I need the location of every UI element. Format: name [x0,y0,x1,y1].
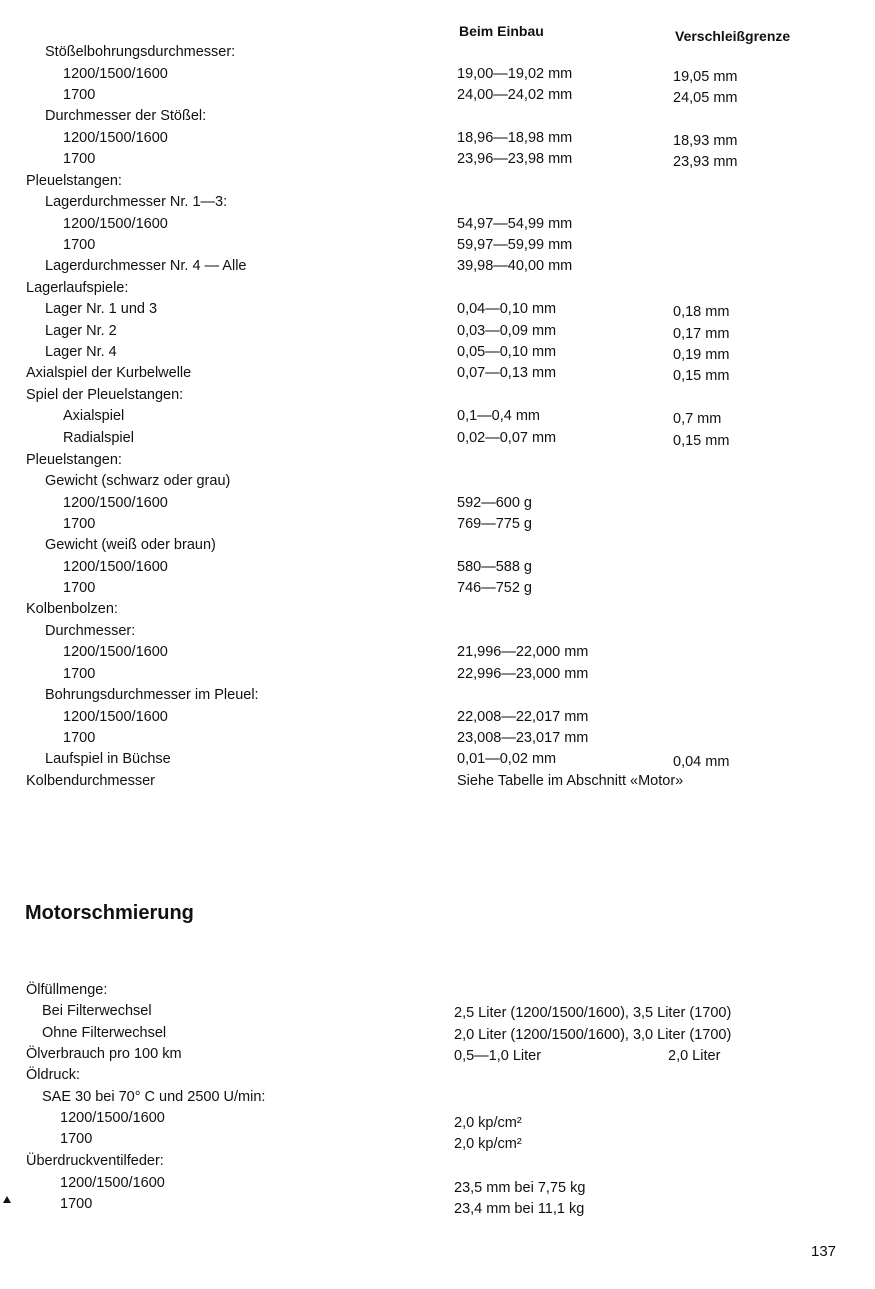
spec-label: Stößelbohrungsdurchmesser: [45,44,236,60]
spec-row [0,108,875,129]
install-value: 19,00—19,02 mm [457,66,573,82]
spec-label: Lager Nr. 2 [45,323,117,339]
spec-label: Lagerdurchmesser Nr. 4 — Alle [45,258,247,274]
install-value: 18,96—18,98 mm [457,130,573,146]
lubrication-label: 1200/1500/1600 [60,1175,165,1191]
lubrication-label: Öldruck: [26,1067,80,1083]
spec-label: 1200/1500/1600 [63,216,168,232]
page-number: 137 [811,1243,837,1260]
install-value: 592—600 g [457,495,532,511]
column-header-wear-limit: Verschleißgrenze [675,28,791,44]
spec-label: Lagerlaufspiele: [26,280,129,296]
spec-row [0,344,875,365]
spec-label: 1200/1500/1600 [63,495,168,511]
wear-limit-value: 24,05 mm [673,90,738,106]
spec-row [0,387,875,408]
lubrication-row [0,1131,875,1152]
spec-label: 1700 [63,666,96,682]
spec-label: Spiel der Pleuelstangen: [26,387,184,403]
spec-label: Kolbendurchmesser [26,773,155,789]
spec-row [0,601,875,622]
spec-row [0,473,875,494]
spec-label: Lagerdurchmesser Nr. 1—3: [45,194,228,210]
lubrication-row [0,1110,875,1131]
spec-label: Pleuelstangen: [26,173,122,189]
spec-row [0,773,875,794]
install-value: 0,07—0,13 mm [457,365,557,381]
lubrication-row [0,1067,875,1088]
install-value: 580—588 g [457,559,532,575]
spec-row [0,87,875,108]
margin-marker-icon [3,1196,11,1203]
lubrication-value: 2,5 Liter (1200/1500/1600), 3,5 Liter (1700) [454,1005,732,1021]
lubrication-value: 2,0 Liter (1200/1500/1600), 3,0 Liter (1700) [454,1027,732,1043]
lubrication-label: Überdruckventilfeder: [26,1153,164,1169]
spec-row [0,666,875,687]
spec-label: Lager Nr. 4 [45,344,117,360]
spec-label: 1200/1500/1600 [63,644,168,660]
spec-label: 1700 [63,151,96,167]
spec-label: Radialspiel [63,430,134,446]
wear-limit-value: 0,15 mm [673,433,730,449]
spec-label: Durchmesser der Stößel: [45,108,207,124]
install-value: 746—752 g [457,580,532,596]
lubrication-label: Ölfüllmenge: [26,982,108,998]
spec-row [0,430,875,451]
spec-label: 1700 [63,237,96,253]
spec-label: 1700 [63,730,96,746]
spec-row [0,623,875,644]
spec-row [0,452,875,473]
spec-row [0,408,875,429]
install-value: Siehe Tabelle im Abschnitt «Motor» [457,773,684,789]
lubrication-value: 2,0 kp/cm² [454,1115,522,1131]
spec-row [0,365,875,386]
spec-row [0,44,875,65]
spec-row [0,173,875,194]
install-value: 59,97—59,99 mm [457,237,573,253]
spec-label: 1700 [63,516,96,532]
install-value: 23,008—23,017 mm [457,730,589,746]
spec-row [0,495,875,516]
spec-row [0,644,875,665]
lubrication-limit-value: 2,0 Liter [668,1048,721,1064]
spec-label: 1200/1500/1600 [63,559,168,575]
spec-label: 1200/1500/1600 [63,66,168,82]
wear-limit-value: 0,18 mm [673,304,730,320]
lubrication-label: SAE 30 bei 70° C und 2500 U/min: [42,1089,266,1105]
lubrication-label: Ölverbrauch pro 100 km [26,1046,182,1062]
spec-label: Gewicht (weiß oder braun) [45,537,216,553]
spec-row [0,66,875,87]
lubrication-row [0,982,875,1003]
wear-limit-value: 0,17 mm [673,326,730,342]
spec-row [0,751,875,772]
section-title: Motorschmierung [25,902,194,924]
wear-limit-value: 0,19 mm [673,347,730,363]
spec-row [0,687,875,708]
install-value: 22,008—22,017 mm [457,709,589,725]
spec-row [0,516,875,537]
spec-label: Kolbenbolzen: [26,601,118,617]
lubrication-row [0,1089,875,1110]
wear-limit-value: 23,93 mm [673,154,738,170]
spec-label: Pleuelstangen: [26,452,122,468]
wear-limit-value: 19,05 mm [673,69,738,85]
lubrication-value: 2,0 kp/cm² [454,1136,522,1152]
install-value: 0,05—0,10 mm [457,344,557,360]
column-header-install: Beim Einbau [459,23,544,39]
lubrication-row [0,1196,875,1217]
lubrication-label: 1700 [60,1196,93,1212]
install-value: 24,00—24,02 mm [457,87,573,103]
spec-label: Bohrungsdurchmesser im Pleuel: [45,687,259,703]
lubrication-row [0,1046,875,1067]
lubrication-label: Ohne Filterwechsel [42,1025,167,1041]
lubrication-row [0,1003,875,1024]
install-value: 0,1—0,4 mm [457,408,540,424]
spec-label: Axialspiel [63,408,125,424]
spec-label: 1200/1500/1600 [63,709,168,725]
lubrication-value: 0,5—1,0 Liter [454,1048,542,1064]
spec-row [0,280,875,301]
spec-label: 1700 [63,580,96,596]
wear-limit-value: 0,04 mm [673,754,730,770]
lubrication-value: 23,5 mm bei 7,75 kg [454,1180,586,1196]
install-value: 21,996—22,000 mm [457,644,589,660]
spec-row [0,237,875,258]
spec-label: 1700 [63,87,96,103]
spec-row [0,216,875,237]
spec-row [0,258,875,279]
spec-row [0,559,875,580]
spec-label: Lager Nr. 1 und 3 [45,301,158,317]
spec-row [0,151,875,172]
spec-label: Laufspiel in Büchse [45,751,171,767]
lubrication-label: Bei Filterwechsel [42,1003,152,1019]
install-value: 23,96—23,98 mm [457,151,573,167]
lubrication-label: 1700 [60,1131,93,1147]
lubrication-row [0,1175,875,1196]
install-value: 0,04—0,10 mm [457,301,557,317]
spec-label: Axialspiel der Kurbelwelle [26,365,192,381]
spec-label: 1200/1500/1600 [63,130,168,146]
spec-label: Durchmesser: [45,623,136,639]
wear-limit-value: 0,15 mm [673,368,730,384]
install-value: 54,97—54,99 mm [457,216,573,232]
spec-row [0,730,875,751]
install-value: 22,996—23,000 mm [457,666,589,682]
wear-limit-value: 18,93 mm [673,133,738,149]
spec-row [0,301,875,322]
spec-row [0,130,875,151]
spec-row [0,323,875,344]
spec-row [0,580,875,601]
lubrication-label: 1200/1500/1600 [60,1110,165,1126]
lubrication-value: 23,4 mm bei 11,1 kg [454,1201,585,1217]
install-value: 0,01—0,02 mm [457,751,557,767]
lubrication-row [0,1153,875,1174]
spec-label: Gewicht (schwarz oder grau) [45,473,231,489]
spec-row [0,194,875,215]
install-value: 39,98—40,00 mm [457,258,573,274]
spec-row [0,537,875,558]
wear-limit-value: 0,7 mm [673,411,722,427]
spec-row [0,709,875,730]
install-value: 769—775 g [457,516,532,532]
lubrication-row [0,1025,875,1046]
install-value: 0,03—0,09 mm [457,323,557,339]
install-value: 0,02—0,07 mm [457,430,557,446]
